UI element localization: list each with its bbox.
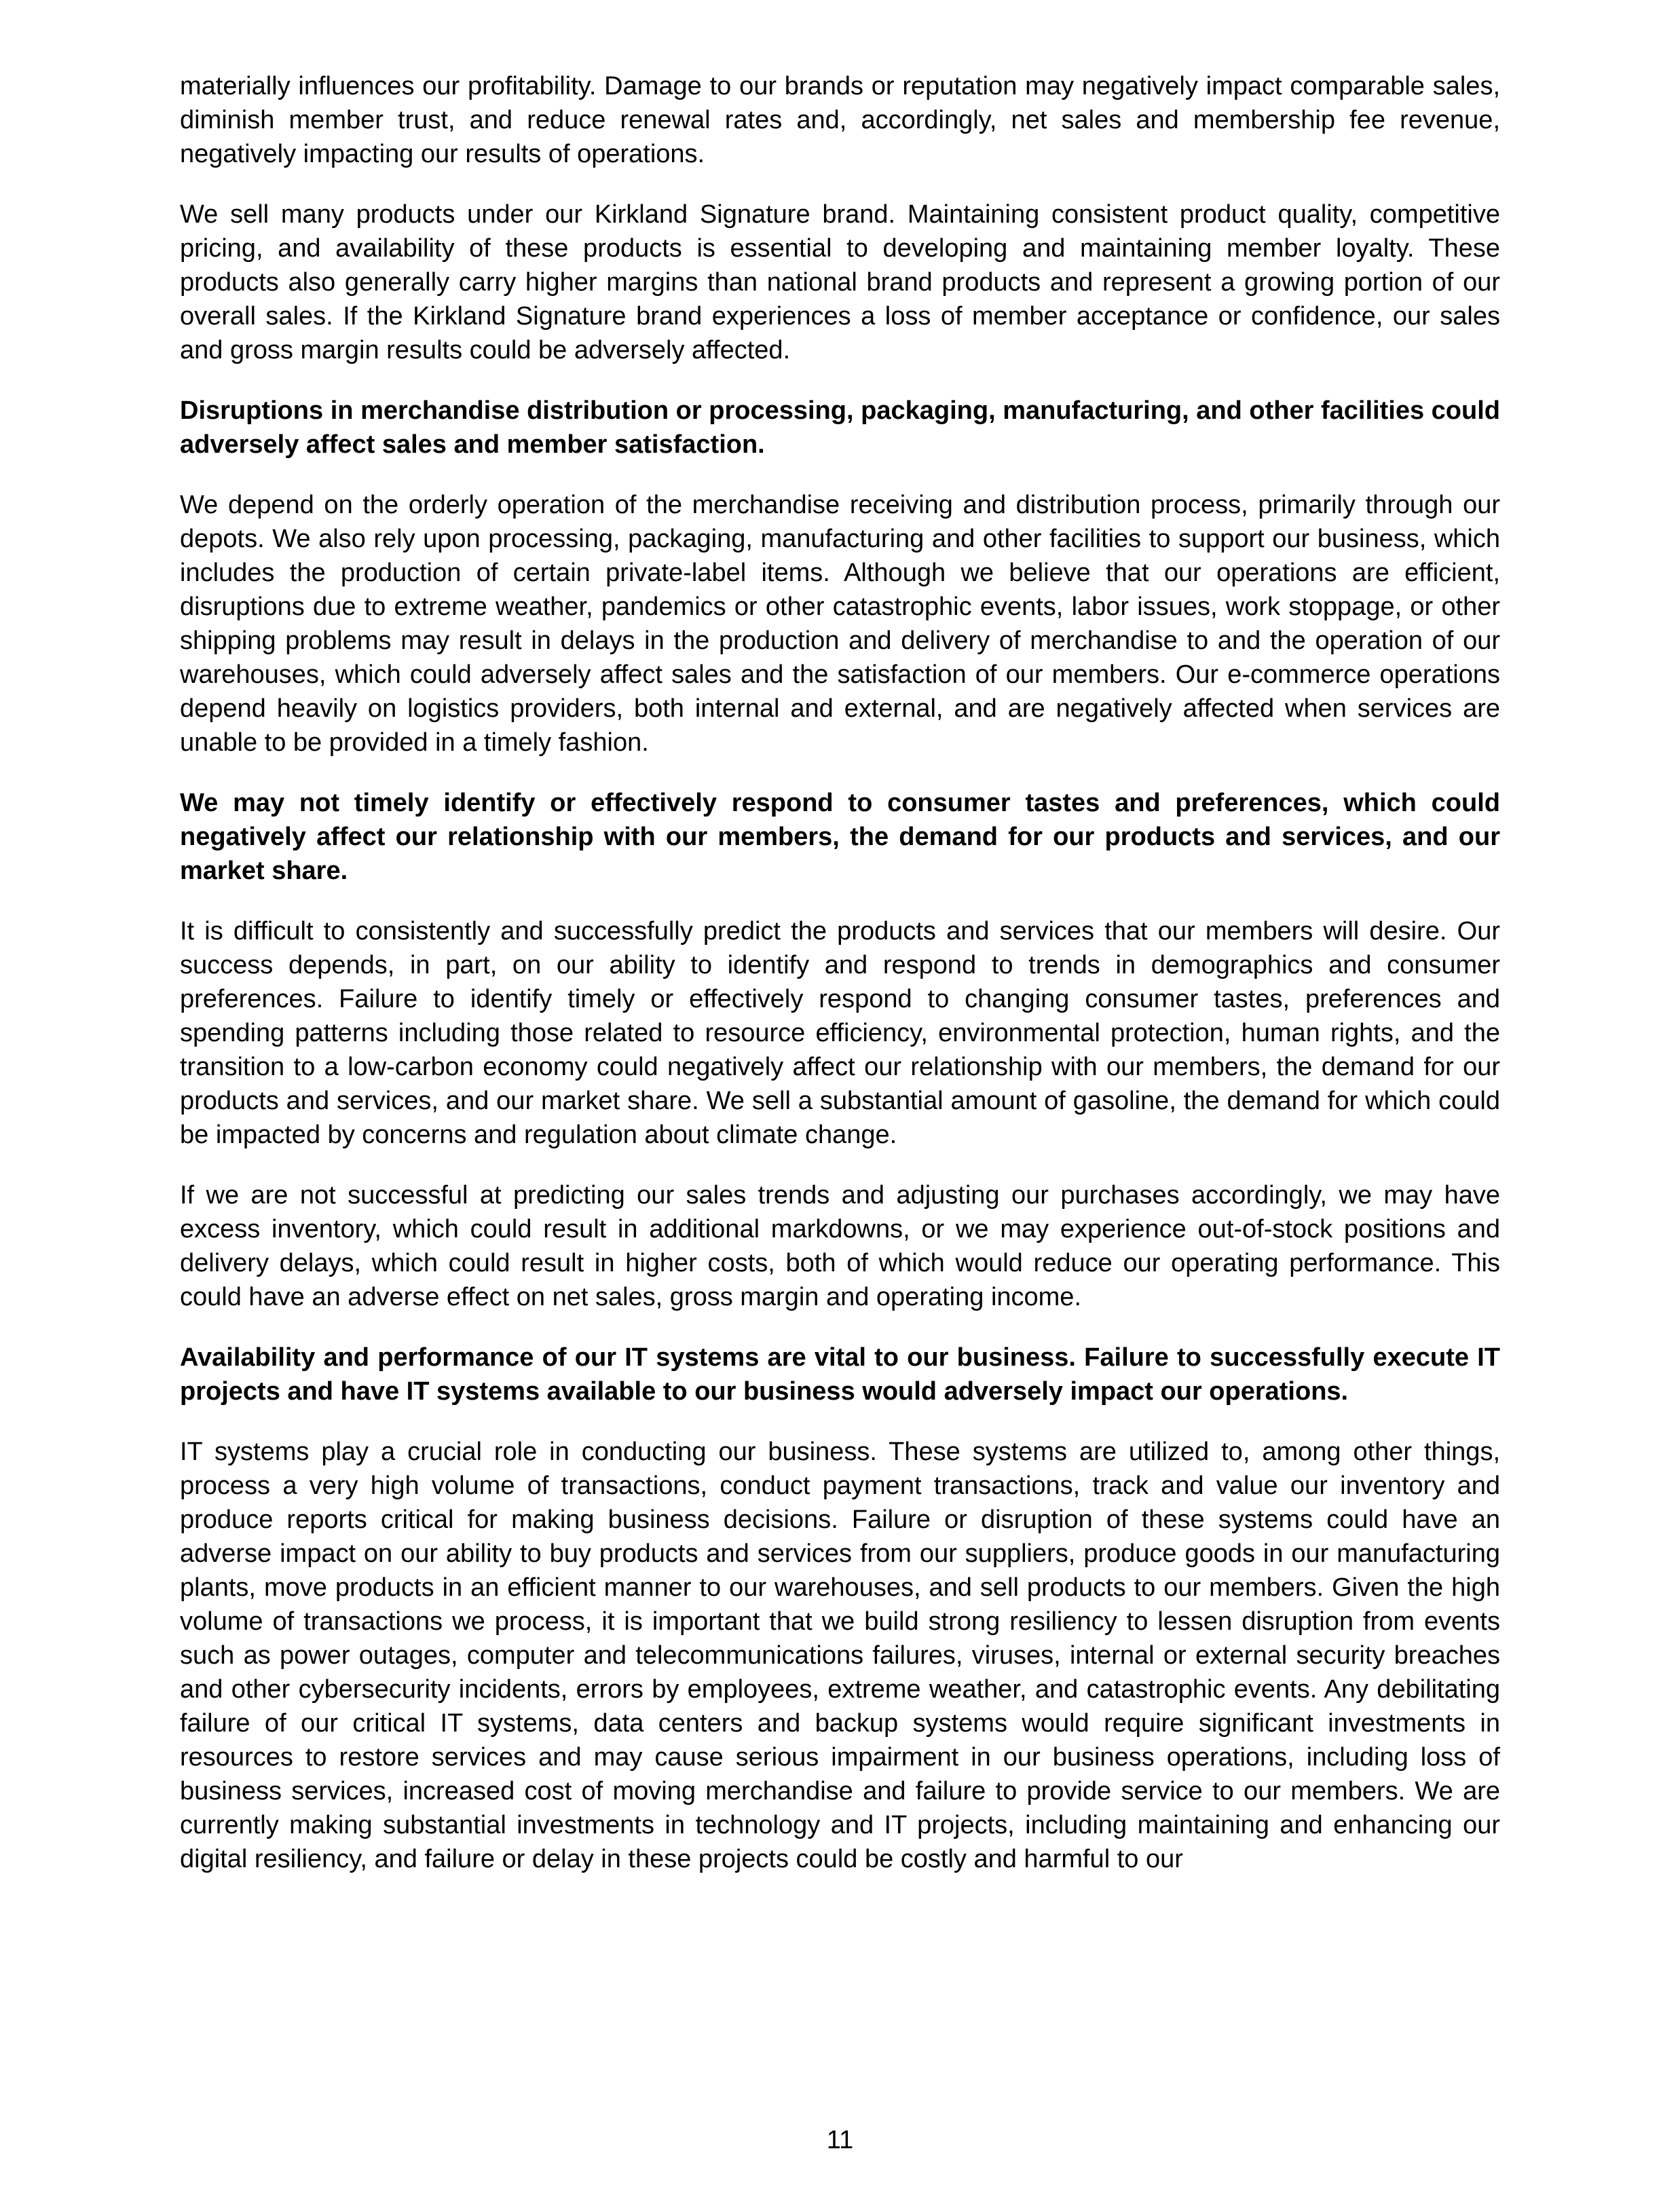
paragraph-consumer-preferences: It is difficult to consistently and successfully predict the products and services that our members will desire. Our success depends, in part, on our ability to identify and respond to trends in demographics and consumer preferences. Failure to identify timely or effectively respond to changing consumer tastes, preferences and spending patterns including those related to resource efficiency, environmental protection, human rights, and the transition to a low-carbon economy could negatively affect our relationship with our members, the demand for our products and services, and our market share. We sell a substantial amount of gasoline, the demand for which could be impacted by concerns and regulation about climate change. bbox=[180, 917, 1500, 1149]
heading-distribution-disruptions: Disruptions in merchandise distribution or processing, packaging, manufacturing, and other facilities could adversely affect sales and member satisfaction. bbox=[180, 396, 1500, 459]
paragraph-kirkland-signature: We sell many products under our Kirkland Signature brand. Maintaining consistent product quality, competitive pricing, and availability of these products is essential to developing and maintaining member loyalty. These products also generally carry higher margins than national brand products and represent a growing portion of our overall sales. If the Kirkland Signature brand experiences a loss of member acceptance or confidence, our sales and gross margin results could be adversely affected. bbox=[180, 200, 1500, 364]
heading-it-systems: Availability and performance of our IT systems are vital to our business. Failure to successfully execute IT projects and have IT systems available to our business would adversely impact our operations. bbox=[180, 1343, 1500, 1406]
paragraph-it-systems: IT systems play a crucial role in conducting our business. These systems are utilized to, among other things, process a very high volume of transactions, conduct payment transactions, track and value our inventory and produce reports critical for making business decisions. Failure or disruption of these systems could have an adverse impact on our ability to buy products and services from our suppliers, produce goods in our manufacturing plants, move products in an efficient manner to our warehouses, and sell products to our members. Given the high volume of transactions we process, it is important that we build strong resiliency to lessen disruption from events such as power outages, computer and telecommunications failures, viruses, internal or external security breaches and other cybersecurity incidents, errors by employees, extreme weather, and catastrophic events. Any debilitating failure of our critical IT systems, data centers and backup systems would require significant investments in resources to restore services and may cause serious impairment in our business operations, including loss of business services, increased cost of moving merchandise and failure to provide service to our members. We are currently making substantial investments in technology and IT projects, including maintaining and enhancing our digital resiliency, and failure or delay in these projects could be costly and harmful to our bbox=[180, 1438, 1500, 1873]
paragraph-sales-trends: If we are not successful at predicting our sales trends and adjusting our purchases accordingly, we may have excess inventory, which could result in additional markdowns, or we may experience out-of-stock positions and delivery delays, which could result in higher costs, both of which would reduce our operating performance. This could have an adverse effect on net sales, gross margin and operating income. bbox=[180, 1181, 1500, 1311]
page-body bbox=[180, 69, 1500, 1903]
page-number: 11 bbox=[826, 2126, 854, 2154]
paragraph-brand-reputation: materially influences our profitability. Damage to our brands or reputation may negatively impact comparable sales, diminish member trust, and reduce renewal rates and, accordingly, net sales and membership fee revenue, negatively impacting our results of operations. bbox=[180, 72, 1500, 168]
heading-consumer-tastes: We may not timely identify or effectively respond to consumer tastes and preferences, which could negatively affect our relationship with our members, the demand for our products and services, and our market share. bbox=[180, 789, 1500, 885]
paragraph-distribution-operations: We depend on the orderly operation of the merchandise receiving and distribution process, primarily through our depots. We also rely upon processing, packaging, manufacturing and other facilities to support our business, which includes the production of certain private-label items. Although we believe that our operations are efficient, disruptions due to extreme weather, pandemics or other catastrophic events, labor issues, work stoppage, or other shipping problems may result in delays in the production and delivery of merchandise to and the operation of our warehouses, which could adversely affect sales and the satisfaction of our members. Our e-commerce operations depend heavily on logistics providers, both internal and external, and are negatively affected when services are unable to be provided in a timely fashion. bbox=[180, 491, 1500, 757]
